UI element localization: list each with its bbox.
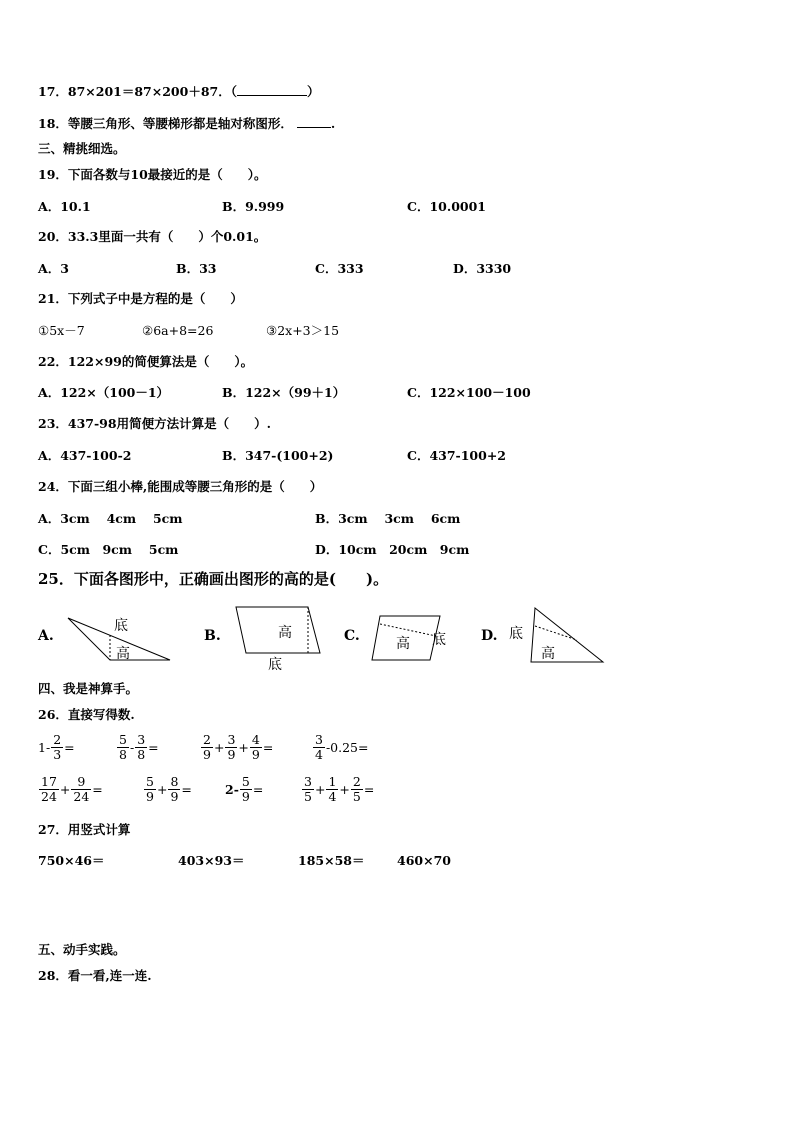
q27-item-1[interactable]: 750×46＝ (38, 853, 105, 868)
denominator: 9 (170, 789, 179, 804)
height-line (380, 624, 436, 636)
figure-a-triangle (66, 612, 174, 664)
section-5-heading: 五、动手实践。 (38, 942, 126, 957)
fraction (302, 775, 314, 804)
q21-option-3[interactable]: ③2x+3＞15 (266, 323, 340, 338)
q22-option-b[interactable]: B．122×（99＋1） (222, 385, 346, 400)
denominator: 9 (241, 789, 250, 804)
q22: 22．122×99的简便算法是（ ）。 (38, 354, 254, 369)
base-label: 底 (268, 657, 282, 673)
numerator: 3 (304, 774, 312, 789)
expr-suffix: = (363, 782, 375, 797)
expr-suffix: = (252, 782, 264, 797)
base-label: 底 (509, 626, 523, 642)
expr-suffix: = (148, 740, 159, 755)
expr-suffix: = (92, 782, 103, 797)
q17-close: ） (306, 84, 320, 99)
q17 (38, 84, 319, 100)
denominator: 24 (41, 789, 57, 804)
q21-option-2[interactable]: ②6a+8=26 (142, 323, 214, 338)
q18-text: 18．等腰三角形、等腰梯形都是轴对称图形． (38, 116, 293, 131)
q23: 23．437-98用简便方法计算是（ ）. (38, 416, 271, 431)
fraction (326, 775, 338, 804)
q25-option-d-label[interactable]: D. (481, 628, 498, 644)
q22-option-a[interactable]: A．122×（100－1） (38, 385, 170, 400)
q20-option-d[interactable]: D．3330 (453, 261, 512, 276)
height-label: 高 (278, 625, 292, 641)
operator: + (213, 740, 225, 755)
numerator: 17 (41, 774, 57, 789)
q19: 19．下面各数与10最接近的是（ ）。 (38, 167, 267, 182)
height-label: 高 (116, 646, 130, 662)
numerator: 2 (352, 774, 361, 789)
denominator: 4 (328, 789, 337, 804)
base-label: 底 (432, 632, 446, 648)
operator: + (238, 740, 249, 755)
numerator: 3 (227, 732, 236, 747)
section-4-heading: 四、我是神算手。 (38, 681, 139, 696)
q27-item-3[interactable]: 185×58＝ (298, 853, 365, 868)
expr-prefix: 2- (225, 782, 239, 797)
section-3-heading: 三、精挑细选。 (38, 141, 126, 156)
numerator: 8 (170, 774, 179, 789)
numerator: 3 (315, 732, 323, 747)
denominator: 9 (251, 747, 260, 762)
q20-option-b[interactable]: B．33 (176, 261, 217, 276)
operator: - (129, 740, 135, 755)
q27-item-2[interactable]: 403×93＝ (178, 853, 245, 868)
q25-option-b-label[interactable]: B. (204, 628, 221, 644)
q28: 28．看一看,连一连. (38, 968, 152, 983)
q26-expr-8[interactable] (301, 775, 374, 804)
expr-suffix: = (181, 782, 192, 797)
figure-b-parallelogram (232, 605, 324, 675)
fraction (117, 733, 129, 762)
answer-blank[interactable] (237, 95, 307, 96)
height-label: 高 (396, 636, 410, 652)
q25: 25．下面各图形中，正确画出图形的高的是( )。 (38, 570, 389, 588)
numerator: 2 (203, 732, 211, 747)
figure-c-parallelogram (370, 614, 460, 664)
q26-expr-7[interactable] (225, 775, 263, 804)
q19-option-c[interactable]: C．10.0001 (407, 199, 486, 214)
fraction (250, 733, 262, 762)
numerator: 3 (137, 732, 146, 747)
expr-suffix: -0.25= (325, 740, 369, 755)
denominator: 4 (315, 747, 323, 762)
fraction (225, 733, 237, 762)
fraction (135, 733, 147, 762)
q24-option-a[interactable]: A．3cm 4cm 5cm (38, 511, 183, 526)
denominator: 24 (73, 789, 90, 804)
q27-item-4[interactable]: 460×70 (397, 853, 451, 868)
numerator: 9 (71, 775, 91, 790)
q26-expr-5[interactable] (38, 775, 103, 804)
q21-option-1[interactable]: ①5x－7 (38, 323, 85, 338)
numerator: 2 (53, 732, 62, 747)
denominator: 8 (137, 747, 146, 762)
q20-option-a[interactable]: A．3 (38, 261, 69, 276)
q26-expr-2[interactable] (116, 733, 159, 762)
q23-option-c[interactable]: C．437-100+2 (407, 448, 506, 463)
numerator: 5 (241, 774, 250, 789)
denominator: 9 (146, 789, 154, 804)
height-line (535, 626, 577, 640)
q24-option-c[interactable]: C．5cm 9cm 5cm (38, 542, 179, 557)
denominator: 8 (119, 747, 127, 762)
numerator: 4 (251, 732, 260, 747)
base-label: 底 (114, 618, 128, 634)
numerator: 5 (146, 774, 154, 789)
q23-option-b[interactable]: B．347-(100+2) (222, 448, 334, 463)
fraction (51, 733, 63, 762)
operator: + (156, 782, 168, 797)
q26-expr-6[interactable] (143, 775, 192, 804)
q24: 24．下面三组小棒,能围成等腰三角形的是（ ） (38, 479, 323, 494)
q27: 27．用竖式计算 (38, 822, 131, 837)
q23-option-a[interactable]: A．437-100-2 (38, 448, 132, 463)
q17-text: 17．87×201＝87×200＋87．（ (38, 84, 237, 99)
q25-option-c-label[interactable]: C. (344, 628, 360, 644)
q20: 20．33.3里面一共有（ ）个0.01。 (38, 229, 267, 244)
denominator: 3 (53, 747, 62, 762)
fraction (144, 775, 156, 804)
q24-option-b[interactable]: B．3cm 3cm 6cm (315, 511, 461, 526)
q18 (38, 116, 335, 132)
q19-option-a[interactable]: A．10.1 (38, 199, 91, 214)
q26-expr-4[interactable] (312, 733, 368, 762)
height-label: 高 (541, 646, 555, 662)
expr-suffix: = (64, 740, 75, 755)
fraction (201, 733, 213, 762)
expr-suffix: = (262, 740, 274, 755)
q26: 26．直接写得数. (38, 707, 135, 722)
operator: + (339, 782, 350, 797)
expr-prefix: 1- (38, 740, 51, 755)
q19-option-b[interactable]: B．9.999 (222, 199, 285, 214)
fraction (240, 775, 252, 804)
fraction (71, 775, 91, 804)
fraction (313, 733, 325, 762)
q25-option-a-label[interactable]: A. (38, 628, 54, 644)
q26-expr-1[interactable] (38, 733, 75, 762)
numerator: 1 (328, 774, 337, 789)
operator: + (314, 782, 326, 797)
q20-option-c[interactable]: C．333 (315, 261, 364, 276)
numerator: 5 (119, 732, 127, 747)
denominator: 5 (352, 789, 361, 804)
q18-end: . (330, 116, 336, 131)
q22-option-c[interactable]: C．122×100－100 (407, 385, 531, 400)
operator: + (59, 782, 71, 797)
denominator: 9 (203, 747, 211, 762)
denominator: 9 (227, 747, 236, 762)
q26-expr-3[interactable] (200, 733, 273, 762)
q24-option-d[interactable]: D．10cm 20cm 9cm (315, 542, 470, 557)
answer-blank[interactable] (297, 127, 331, 128)
figure-d-triangle (505, 606, 607, 666)
fraction (351, 775, 363, 804)
fraction (168, 775, 180, 804)
fraction (39, 775, 59, 804)
denominator: 5 (304, 789, 312, 804)
q21: 21．下列式子中是方程的是（ ） (38, 291, 243, 306)
